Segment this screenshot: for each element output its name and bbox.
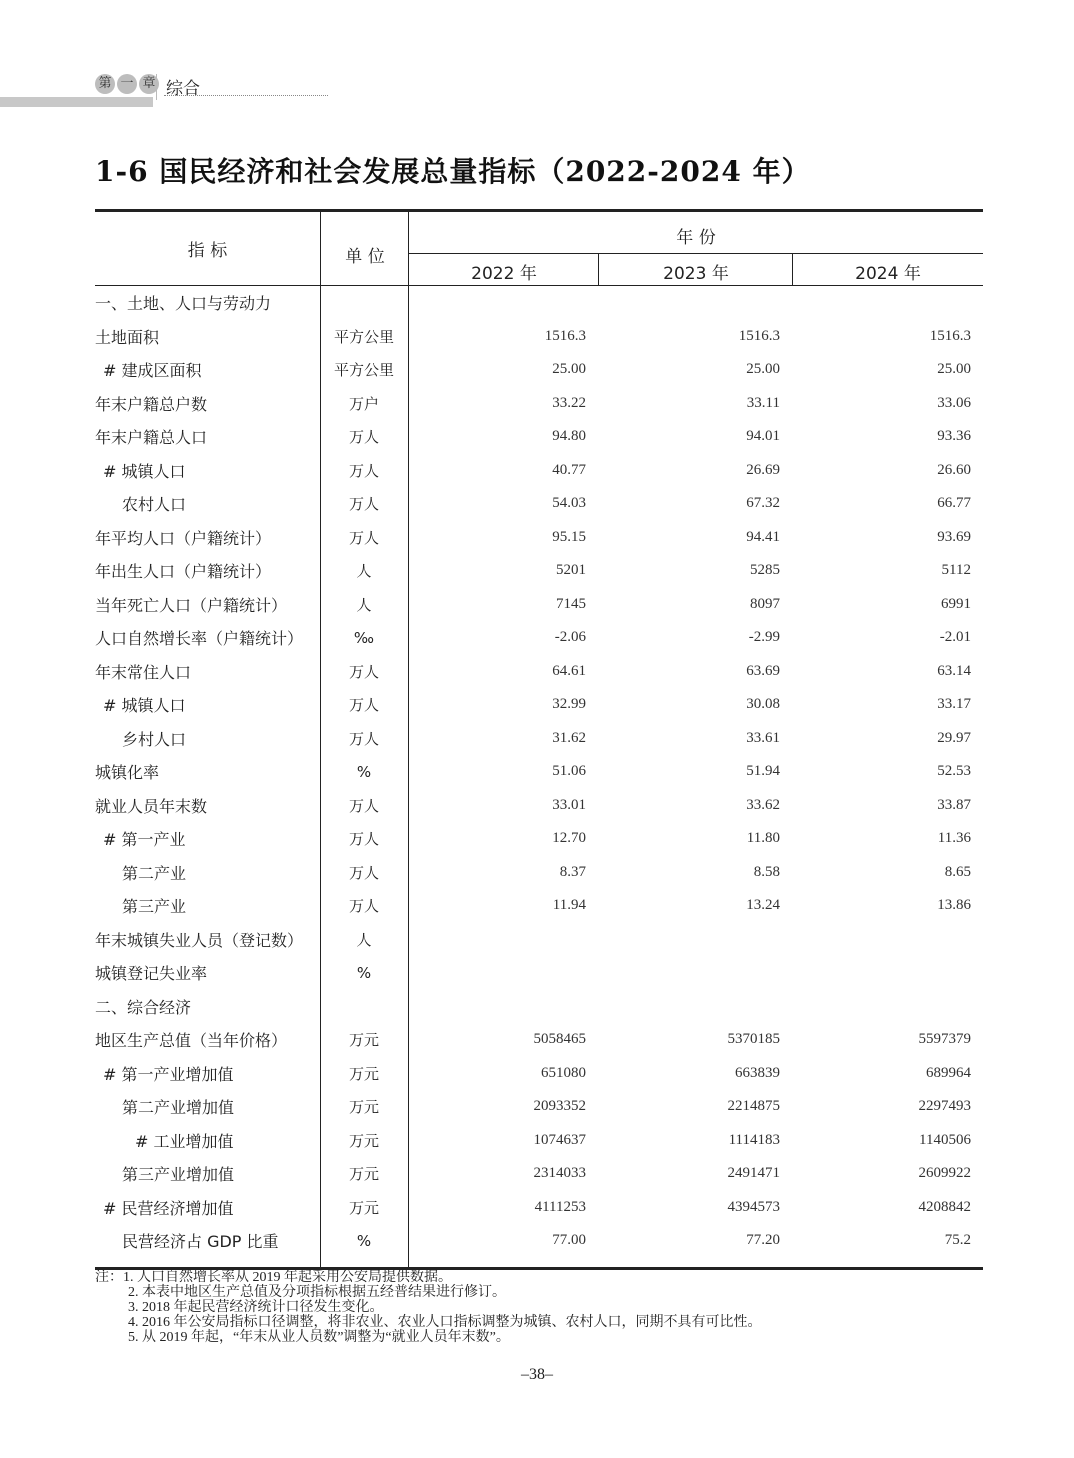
- header-unit: 单 位: [345, 247, 385, 267]
- row-label: 第三产业增加值: [122, 1165, 235, 1185]
- row-value: 66.77: [937, 495, 971, 512]
- row-value: 2297493: [918, 1098, 971, 1115]
- column-divider: [408, 286, 409, 1267]
- table-row: [95, 353, 983, 387]
- row-value: -2.01: [939, 629, 971, 646]
- table-row: [95, 688, 983, 722]
- row-value: 64.61: [552, 662, 586, 679]
- row-value: 33.06: [937, 394, 971, 411]
- notes-prefix: 注：: [95, 1270, 123, 1285]
- row-value: 11.94: [552, 897, 586, 914]
- row-value: 33.11: [746, 394, 780, 411]
- row-value: 1516.3: [544, 327, 586, 344]
- table-row: [95, 956, 983, 990]
- row-value: 6991: [941, 595, 971, 612]
- row-value: 4394573: [727, 1198, 780, 1215]
- row-value: 2093352: [533, 1098, 586, 1115]
- row-unit: 人: [356, 595, 372, 614]
- header-year-2023: 2023 年: [663, 264, 729, 284]
- table-row: [95, 822, 983, 856]
- row-unit: 万元: [348, 1131, 379, 1150]
- row-value: 31.62: [552, 729, 586, 746]
- row-unit: 万人: [348, 662, 379, 681]
- row-unit: 万元: [348, 1098, 379, 1117]
- note-item: 4. 2016 年公安局指标口径调整，将非农业、农业人口指标调整为城镇、农村人口，同期不具有可比性。: [128, 1315, 762, 1330]
- row-label: 第二产业: [122, 863, 187, 883]
- row-unit: 万人: [348, 495, 379, 514]
- row-value: 51.06: [552, 763, 586, 780]
- row-label: # 民营经济增加值: [103, 1198, 234, 1218]
- row-unit: 万人: [348, 897, 379, 916]
- row-label: 年末户籍总户数: [95, 394, 208, 414]
- table-row: [95, 1023, 983, 1057]
- row-value: 2491471: [727, 1165, 780, 1182]
- row-unit: 万人: [348, 830, 379, 849]
- row-value: 12.70: [552, 830, 586, 847]
- row-value: 25.00: [937, 361, 971, 378]
- table-row: [95, 286, 983, 320]
- table-row: [95, 1157, 983, 1191]
- row-label: 农村人口: [122, 495, 187, 515]
- table-row: [95, 990, 983, 1024]
- row-value: 93.36: [937, 428, 971, 445]
- row-unit: 万人: [348, 796, 379, 815]
- row-unit: 万人: [348, 428, 379, 447]
- header-year-2024: 2024 年: [855, 264, 921, 284]
- row-label: 第三产业: [122, 897, 187, 917]
- row-value: 663839: [735, 1064, 780, 1081]
- table-row: [95, 1124, 983, 1158]
- chapter-badge: 一: [117, 74, 137, 94]
- note-item: 2. 本表中地区生产总值及分项指标根据五经普结果进行修订。: [128, 1285, 506, 1300]
- table-row: [95, 755, 983, 789]
- row-value: 26.69: [746, 461, 780, 478]
- row-value: 1516.3: [929, 327, 971, 344]
- chapter-badge: 第: [95, 74, 115, 94]
- row-value: 7145: [556, 595, 586, 612]
- row-value: 8.37: [559, 863, 586, 880]
- row-value: 54.03: [552, 495, 586, 512]
- row-value: -2.99: [748, 629, 780, 646]
- note-item: 5. 从 2019 年起，“年末从业人员数”调整为“就业人员年末数”。: [128, 1330, 510, 1345]
- row-value: 5370185: [727, 1031, 780, 1048]
- row-unit: 万人: [348, 528, 379, 547]
- table-row: [95, 588, 983, 622]
- row-value: 33.62: [746, 796, 780, 813]
- row-value: 94.01: [746, 428, 780, 445]
- page-number: –38–: [521, 1366, 553, 1383]
- row-value: 32.99: [552, 696, 586, 713]
- row-value: 11.80: [746, 830, 780, 847]
- row-value: 25.00: [552, 361, 586, 378]
- row-value: 94.80: [552, 428, 586, 445]
- row-unit: 万人: [348, 461, 379, 480]
- row-label: 二、综合经济: [95, 997, 192, 1017]
- note-item: 3. 2018 年起民营经济统计口径发生变化。: [128, 1300, 384, 1315]
- row-value: 77.20: [746, 1232, 780, 1249]
- row-label: # 第一产业增加值: [103, 1064, 234, 1084]
- table-row: [95, 1224, 983, 1258]
- table-row: [95, 1191, 983, 1225]
- row-label: 当年死亡人口（户籍统计）: [95, 595, 288, 615]
- page-title: 1-6 国民经济和社会发展总量指标（2022-2024 年）: [95, 155, 811, 188]
- chapter-badge: 章: [139, 74, 159, 94]
- row-value: 95.15: [552, 528, 586, 545]
- row-value: 93.69: [937, 528, 971, 545]
- row-value: 8.65: [944, 863, 971, 880]
- notes: [95, 1270, 762, 1345]
- row-value: 26.60: [937, 461, 971, 478]
- row-label: 地区生产总值（当年价格）: [95, 1031, 288, 1051]
- header-year-group: 年 份: [676, 228, 716, 248]
- table-row: [95, 554, 983, 588]
- note-item: 1. 人口自然增长率从 2019 年起采用公安局提供数据。: [123, 1270, 452, 1285]
- row-value: 25.00: [746, 361, 780, 378]
- row-unit: 平方公里: [333, 327, 394, 346]
- row-value: 1516.3: [738, 327, 780, 344]
- row-value: -2.06: [554, 629, 586, 646]
- row-value: 1074637: [533, 1131, 586, 1148]
- row-label: 年末户籍总人口: [95, 428, 208, 448]
- row-unit: %: [356, 1231, 372, 1250]
- row-unit: 万元: [348, 1031, 379, 1050]
- row-value: 2214875: [727, 1098, 780, 1115]
- row-unit: 万人: [348, 729, 379, 748]
- table-row: [95, 789, 983, 823]
- row-value: 33.17: [937, 696, 971, 713]
- chapter-divider: [156, 74, 157, 100]
- row-value: 689964: [926, 1064, 971, 1081]
- chapter-badges: [95, 74, 159, 94]
- row-value: 8.58: [753, 863, 780, 880]
- row-unit: 万元: [348, 1198, 379, 1217]
- row-value: 5058465: [533, 1031, 586, 1048]
- header-rule: [408, 253, 983, 254]
- row-value: 1140506: [919, 1131, 971, 1148]
- table-row: [95, 889, 983, 923]
- row-label: # 城镇人口: [103, 696, 186, 716]
- table-row: [95, 420, 983, 454]
- row-value: 13.86: [937, 897, 971, 914]
- row-unit: 人: [356, 930, 372, 949]
- row-value: 63.14: [937, 662, 971, 679]
- table-body: [95, 286, 983, 1267]
- row-value: 63.69: [746, 662, 780, 679]
- row-value: 11.36: [937, 830, 971, 847]
- row-value: 94.41: [746, 528, 780, 545]
- row-value: 4208842: [918, 1198, 971, 1215]
- header-indicator: 指 标: [187, 241, 228, 261]
- row-label: 一、土地、人口与劳动力: [95, 294, 272, 314]
- row-label: 年平均人口（户籍统计）: [95, 528, 272, 548]
- row-value: 30.08: [746, 696, 780, 713]
- table-row: [95, 387, 983, 421]
- row-label: 年末城镇失业人员（登记数）: [95, 930, 304, 950]
- table-row: [95, 856, 983, 890]
- row-value: 77.00: [552, 1232, 586, 1249]
- row-value: 40.77: [552, 461, 586, 478]
- row-value: 33.22: [552, 394, 586, 411]
- row-unit: 人: [356, 562, 372, 581]
- row-value: 33.01: [552, 796, 586, 813]
- row-label: 就业人员年末数: [95, 796, 208, 816]
- chapter-name: 综合: [166, 79, 200, 99]
- row-value: 33.61: [746, 729, 780, 746]
- row-value: 52.53: [937, 763, 971, 780]
- row-label: # 第一产业: [103, 830, 186, 850]
- row-label: 年出生人口（户籍统计）: [95, 562, 272, 582]
- chapter-bar: [0, 97, 153, 107]
- row-value: 5285: [750, 562, 780, 579]
- table-header: [95, 212, 983, 286]
- row-value: 5112: [941, 562, 971, 579]
- row-unit: ‰: [353, 628, 375, 647]
- row-unit: %: [356, 963, 372, 982]
- row-unit: 万人: [348, 863, 379, 882]
- row-unit: 万人: [348, 696, 379, 715]
- row-unit: 平方公里: [333, 361, 394, 380]
- row-label: 人口自然增长率（户籍统计）: [95, 629, 304, 649]
- table-row: [95, 454, 983, 488]
- header-year-2022: 2022 年: [471, 264, 537, 284]
- table-row: [95, 722, 983, 756]
- table-row: [95, 1090, 983, 1124]
- row-label: 乡村人口: [122, 729, 187, 749]
- row-label: # 城镇人口: [103, 461, 186, 481]
- table-row: [95, 1057, 983, 1091]
- row-value: 33.87: [937, 796, 971, 813]
- table-row: [95, 487, 983, 521]
- row-value: 4111253: [534, 1198, 586, 1215]
- table-row: [95, 655, 983, 689]
- column-divider: [320, 286, 321, 1267]
- row-unit: 万元: [348, 1064, 379, 1083]
- row-value: 67.32: [746, 495, 780, 512]
- row-value: 8097: [750, 595, 780, 612]
- row-label: # 工业增加值: [135, 1131, 234, 1151]
- row-label: 第二产业增加值: [122, 1098, 235, 1118]
- table-row: [95, 521, 983, 555]
- row-value: 2314033: [533, 1165, 586, 1182]
- row-label: 城镇化率: [95, 763, 160, 783]
- row-label: 民营经济占 GDP 比重: [122, 1232, 279, 1252]
- chapter-rule: [164, 95, 328, 96]
- row-value: 2609922: [918, 1165, 971, 1182]
- row-unit: 万元: [348, 1165, 379, 1184]
- row-value: 75.2: [944, 1232, 971, 1249]
- row-value: 29.97: [937, 729, 971, 746]
- table-row: [95, 923, 983, 957]
- table-row: [95, 621, 983, 655]
- row-label: 城镇登记失业率: [95, 964, 208, 984]
- row-label: # 建成区面积: [103, 361, 202, 381]
- row-unit: %: [356, 762, 372, 781]
- row-value: 5597379: [918, 1031, 971, 1048]
- row-value: 13.24: [746, 897, 780, 914]
- row-value: 5201: [556, 562, 586, 579]
- row-value: 1114183: [728, 1131, 780, 1148]
- row-unit: 万户: [348, 394, 379, 413]
- row-label: 年末常住人口: [95, 662, 192, 682]
- row-value: 651080: [541, 1064, 586, 1081]
- row-value: 51.94: [746, 763, 780, 780]
- indicator-table: [95, 209, 983, 1270]
- table-row: [95, 320, 983, 354]
- row-label: 土地面积: [95, 327, 160, 347]
